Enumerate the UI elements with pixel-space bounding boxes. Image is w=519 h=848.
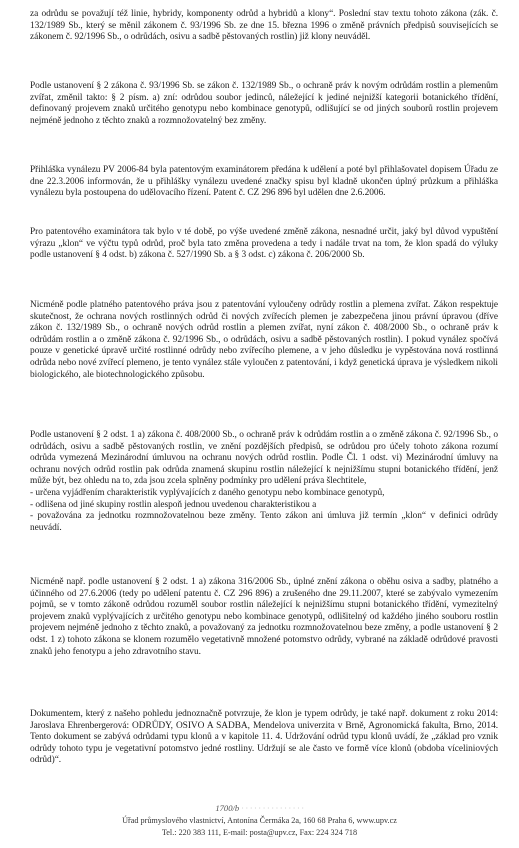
footer-address: Úřad průmyslového vlastnictví, Antonína Čermáka 2a, 160 68 Praha 6, www.upv.cz [122, 816, 397, 825]
faint-watermark-text: · · · · · · · · · · · · · · · [241, 803, 304, 813]
page-reference: 1700/b [215, 803, 240, 813]
footer-contacts: Tel.: 220 383 111, E-mail: posta@upv.cz, Fax: 224 324 718 [161, 828, 358, 837]
paragraph-8: Dokumentem, který z našeho pohledu jednoznačně potvrzuje, že klon je typem odrůdy, je také např. dokument z roku 2014: Jaroslava Ehrenbergerová: ODRŮDY, OSIVO A SADBA, Mendelova univerzita v Brně, Agronomická fakulta, Brno, 2014. Tento dokument se zabývá odrůdami typu klonů a v kapitole 11. 4. Udržování odrůd typu klonů uvádí, že „základ pro vznik odrůdy tohoto typu je vegetativní potomstvo jedné rostliny. Udržují se ale často ve formě více klonů (obdoba víceliniových odrůd)“. [30, 709, 498, 766]
paragraph-1: za odrůdu se považují též linie, hybridy, komponenty odrůd a hybridů a klony“. Poslední stav textu tohoto zákona (zák. č. 132/1989 Sb., který se měnil zákonem č. 93/1996 Sb. ze dne 15. března 1996 o změně právních předpisů souvisejících se zákonem č. 92/1996 Sb., o odrůdách, osivu a sadbě pěstovaných rostlin) již klony neuváděl. [30, 9, 498, 43]
paragraph-2: Podle ustanovení § 2 zákona č. 93/1996 Sb. se zákon č. 132/1989 Sb., o ochraně práv k novým odrůdám rostlin a plemenům zvířat, změnil takto: § 2 písm. a) zní: odrůdou soubor jedinců, náležející k jediné nejnižší kategorii botanického třídění, definovaný projevem znaků určitého genotypu nebo kombinace genotypů, odlišující se od jiných souborů rostlin projevem nejméně jednoho z těchto znaků a rozmnožovatelný bez změny. [30, 81, 498, 126]
paragraph-4: Pro patentového examinátora tak bylo v té době, po výše uvedené změně zákona, nesnadné určit, jaký byl důvod vypuštění výrazu „klon“ ve výčtu typů odrůd, proč byla tato změna provedena a tedy i nadále trvat na tom, že klon spadá do výluky podle ustanovení § 4 odst. b) zákona č. 527/1990 Sb. a § 3 odst. c) zákona č. 206/2000 Sb. [30, 227, 498, 261]
paragraph-3: Přihláška vynálezu PV 2006-84 byla patentovým examinátorem předána k udělení a poté byl přihlašovatel dopisem Úřadu ze dne 22.3.2006 informován, že u přihlášky vynálezu uvedené značky spisu byl kladně ukončen úplný průzkum a přihláška vynálezu byla postoupena do udělovacího řízení. Patent č. CZ 296 896 byl udělen dne 2.6.2006. [30, 165, 498, 199]
footer-page-reference [0, 803, 519, 813]
paragraph-6: Podle ustanovení § 2 odst. 1 a) zákona č. 408/2000 Sb., o ochraně práv k odrůdám rostlin a o změně zákona č. 92/1996 Sb., o odrůdách, osivu a sadbě pěstovaných rostlin, ve znění pozdějších předpisů, se odrůdou pro účely tohoto zákona rozumí odrůda vymezená Mezinárodní úmluvou na ochranu nových odrůd rostlin. Podle Čl. 1 odst. vi) Mezinárodní úmluvy na ochranu nových odrůd rostlin pak odrůda znamená skupinu rostlin náležející k nejnižšímu stupni botanického třídění, jenž může být, bez ohledu na to, zda jsou zcela splněny podmínky pro udělení práva šlechtitele, - určena vyjádřením charakteristik vyplývajících z daného genotypu nebo kombinace genotypů, - odlišena od jiné skupiny rostlin alespoň jednou uvedenou charakteristikou a - považována za jednotku rozmnožovatelnou beze změny. Tento zákon ani úmluva již termín „klon“ v definici odrůdy neuvádí. [30, 430, 498, 533]
paragraph-5: Nicméně podle platného patentového práva jsou z patentování vyloučeny odrůdy rostlin a plemena zvířat. Zákon respektuje skutečnost, že ochrana nových rostlinných odrůd či nových zvířecích plemen je zabezpečena jinou právní úpravou (dříve zákon č. 132/1989 Sb., o ochraně nových odrůd rostlin a plemen zvířat, nyní zákon č. 408/2000 Sb., o ochraně práv k odrůdám rostlin a o změně zákona č. 92/1996 Sb., o odrůdách, osivu a sadbě pěstovaných rostlin). I pokud vynález spočívá pouze v genetické úpravě určité rostlinné odrůdy nebo zvířecího plemene, a v jeho důsledku je vypěstována nová rostlinná odrůda nebo nové zvířecí plemeno, je tento vynález stále vyloučen z patentování, i když genetická úprava je výsledkem nikoli biologického, ale biotechnologického způsobu. [30, 300, 498, 380]
paragraph-7: Nicméně např. podle ustanovení § 2 odst. 1 a) zákona 316/2006 Sb., úplné znění zákona o oběhu osiva a sadby, platného a účinného od 27.6.2006 (tedy po udělení patentu č. CZ 296 896) a zrušeného dne 29.11.2007, které se zabývalo vymezením pojmů, se v tomto zákoně odrůdou rozuměl soubor rostlin náležející k nejnižšímu stupni botanického třídění, vymezitelný projevem znaků vyplývajících z určitého genotypu nebo kombinace genotypů, odlišitelný od každého jiného souboru rostlin projevem nejméně jednoho z těchto znaků, a považovaný za jednotku rozmnožovatelnou beze změny, a podle ustanovení § 2 odst. 1 z) tohoto zákona se klonem rozumělo vegetativně množené potomstvo odrůdy, vybrané na základě odrůdové pravosti znaků jeho fenotypu a jeho zdravotního stavu. [30, 577, 498, 657]
